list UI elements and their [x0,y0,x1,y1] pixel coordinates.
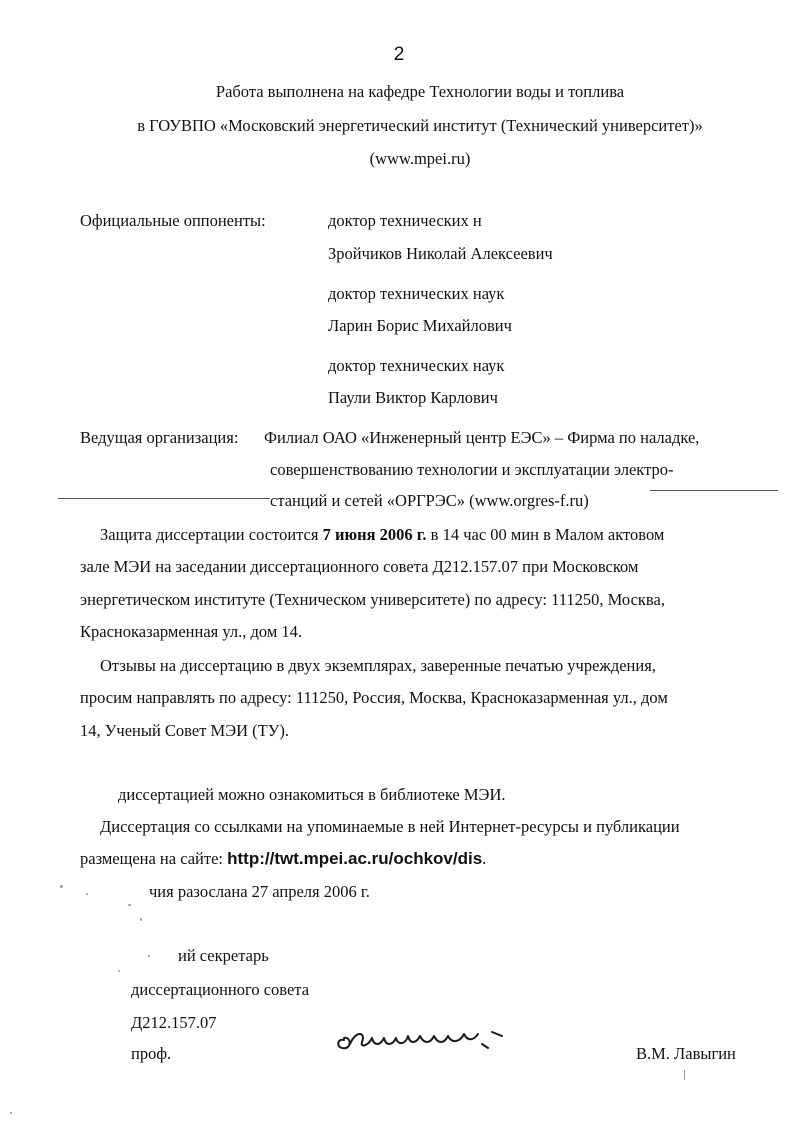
leading-org-line-3: станций и сетей «ОРГРЭС» (www.orgres-f.ru) [270,491,589,510]
header-line-1: Работа выполнена на кафедре Технологии воды и топлива [215,82,625,101]
library-line: диссертацией можно ознакомиться в библиотеке МЭИ. [118,785,506,804]
reviews-line-1: Отзывы на диссертацию в двух экземплярах, заверенные печатью учреждения, [100,656,656,675]
opponent-degree-3: доктор технических наук [328,356,505,375]
opponent-name-3: Паули Виктор Карлович [328,388,498,407]
online-line-1: Диссертация со ссылками на упоминаемые в ней Интернет-ресурсы и публикации [100,817,680,836]
leading-org-label: Ведущая организация: [80,428,239,447]
dissertation-link[interactable]: http://twt.mpei.ac.ru/ochkov/dis [227,849,483,868]
reviews-line-2: просим направлять по адресу: 111250, Россия, Москва, Красноказарменная ул., дом [80,688,668,707]
header-line-2: в ГОУВПО «Московский энергетический институт (Технический университет)» [137,116,703,135]
scan-speck [10,1112,12,1114]
online-text-start: размещена на сайте: [80,849,228,868]
opponent-degree-2: доктор технических наук [328,284,505,303]
leading-org-line-1: Филиал ОАО «Инженерный центр ЕЭС» – Фирма по наладке, [264,428,700,447]
defense-line-1 [100,525,664,545]
scan-speck [118,970,120,972]
reviews-line-3: 14, Ученый Совет МЭИ (ТУ). [80,721,290,740]
scan-artifact-line-left [58,498,270,499]
scan-speck [140,918,142,921]
defense-line-2: зале МЭИ на заседании диссертационного совета Д212.157.07 при Московском [80,557,639,576]
defense-line-4: Красноказарменная ул., дом 14. [80,622,303,641]
scan-speck [60,885,63,888]
online-line-2 [80,849,486,869]
scan-speck [684,1070,685,1080]
defense-date: 7 июня 2006 г. [322,525,427,544]
scan-speck [86,893,88,895]
secretary-title: ий секретарь [178,946,269,965]
opponents-label: Официальные оппоненты: [80,211,266,230]
signer-name: В.М. Лавыгин [636,1044,736,1063]
defense-line-3: энергетическом институте (Техническом университете) по адресу: 111250, Москва, [80,590,665,609]
online-text-end: . [482,849,487,868]
scan-speck [148,955,150,957]
secretary-council-code: Д212.157.07 [131,1013,217,1032]
page-number: 2 [393,44,405,65]
mailing-line: чия разослана 27 апреля 2006 г. [149,882,370,901]
opponent-name-1: Зройчиков Николай Алексеевич [328,244,553,263]
secretary-rank: проф. [131,1044,172,1063]
opponent-degree-1: доктор технических н [328,211,482,230]
opponent-name-2: Ларин Борис Михайлович [328,316,512,335]
scan-artifact-line-right [650,490,778,491]
scan-speck [128,904,131,906]
secretary-council: диссертационного совета [131,980,310,999]
defense-text-start: Защита диссертации состоится [100,525,323,544]
defense-text-end: в 14 час 00 мин в Малом актовом [426,525,665,544]
signature-graphic [332,1020,512,1056]
header-website: (www.mpei.ru) [369,149,471,168]
leading-org-line-2: совершенствованию технологии и эксплуатации электро- [270,460,674,479]
